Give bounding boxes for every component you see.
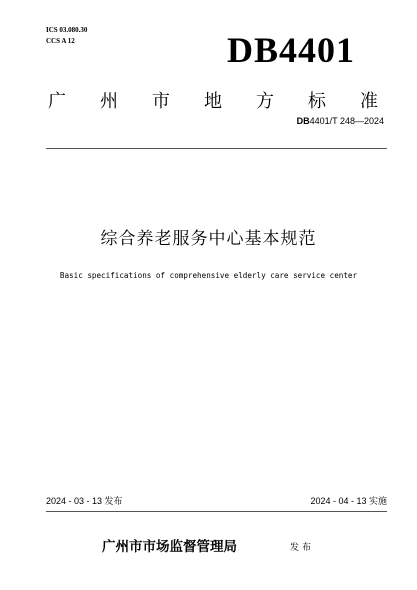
standard-number-rest: 4401/T 248—2024 xyxy=(309,116,384,126)
document-title-english: Basic specifications of comprehensive elderly care service center xyxy=(59,271,358,280)
standard-number xyxy=(297,116,384,127)
standard-number-prefix: DB xyxy=(296,116,310,126)
bottom-divider xyxy=(46,511,387,512)
standard-type-char: 准 xyxy=(360,91,378,112)
top-divider xyxy=(46,148,387,149)
ics-code: ICS 03.080.30 xyxy=(46,26,88,34)
publisher-name: 广州市市场监督管理局 xyxy=(102,539,237,555)
implement-date: 2024 - 04 - 13 实施 xyxy=(310,496,387,506)
publish-date: 2024 - 03 - 13 发布 xyxy=(46,496,123,506)
ccs-code: CCS A 12 xyxy=(46,37,75,45)
publish-label: 发布 xyxy=(290,543,315,553)
standard-type-char: 标 xyxy=(308,91,326,112)
document-title-chinese: 综合养老服务中心基本规范 xyxy=(100,229,317,249)
standard-type-char: 市 xyxy=(152,91,170,112)
standard-type-char: 地 xyxy=(204,91,222,112)
standard-type-char: 州 xyxy=(100,91,118,112)
standard-code: DB4401 xyxy=(226,30,355,70)
standard-type-char: 广 xyxy=(48,91,66,112)
standard-type-char: 方 xyxy=(256,91,274,112)
standard-type xyxy=(48,91,378,113)
